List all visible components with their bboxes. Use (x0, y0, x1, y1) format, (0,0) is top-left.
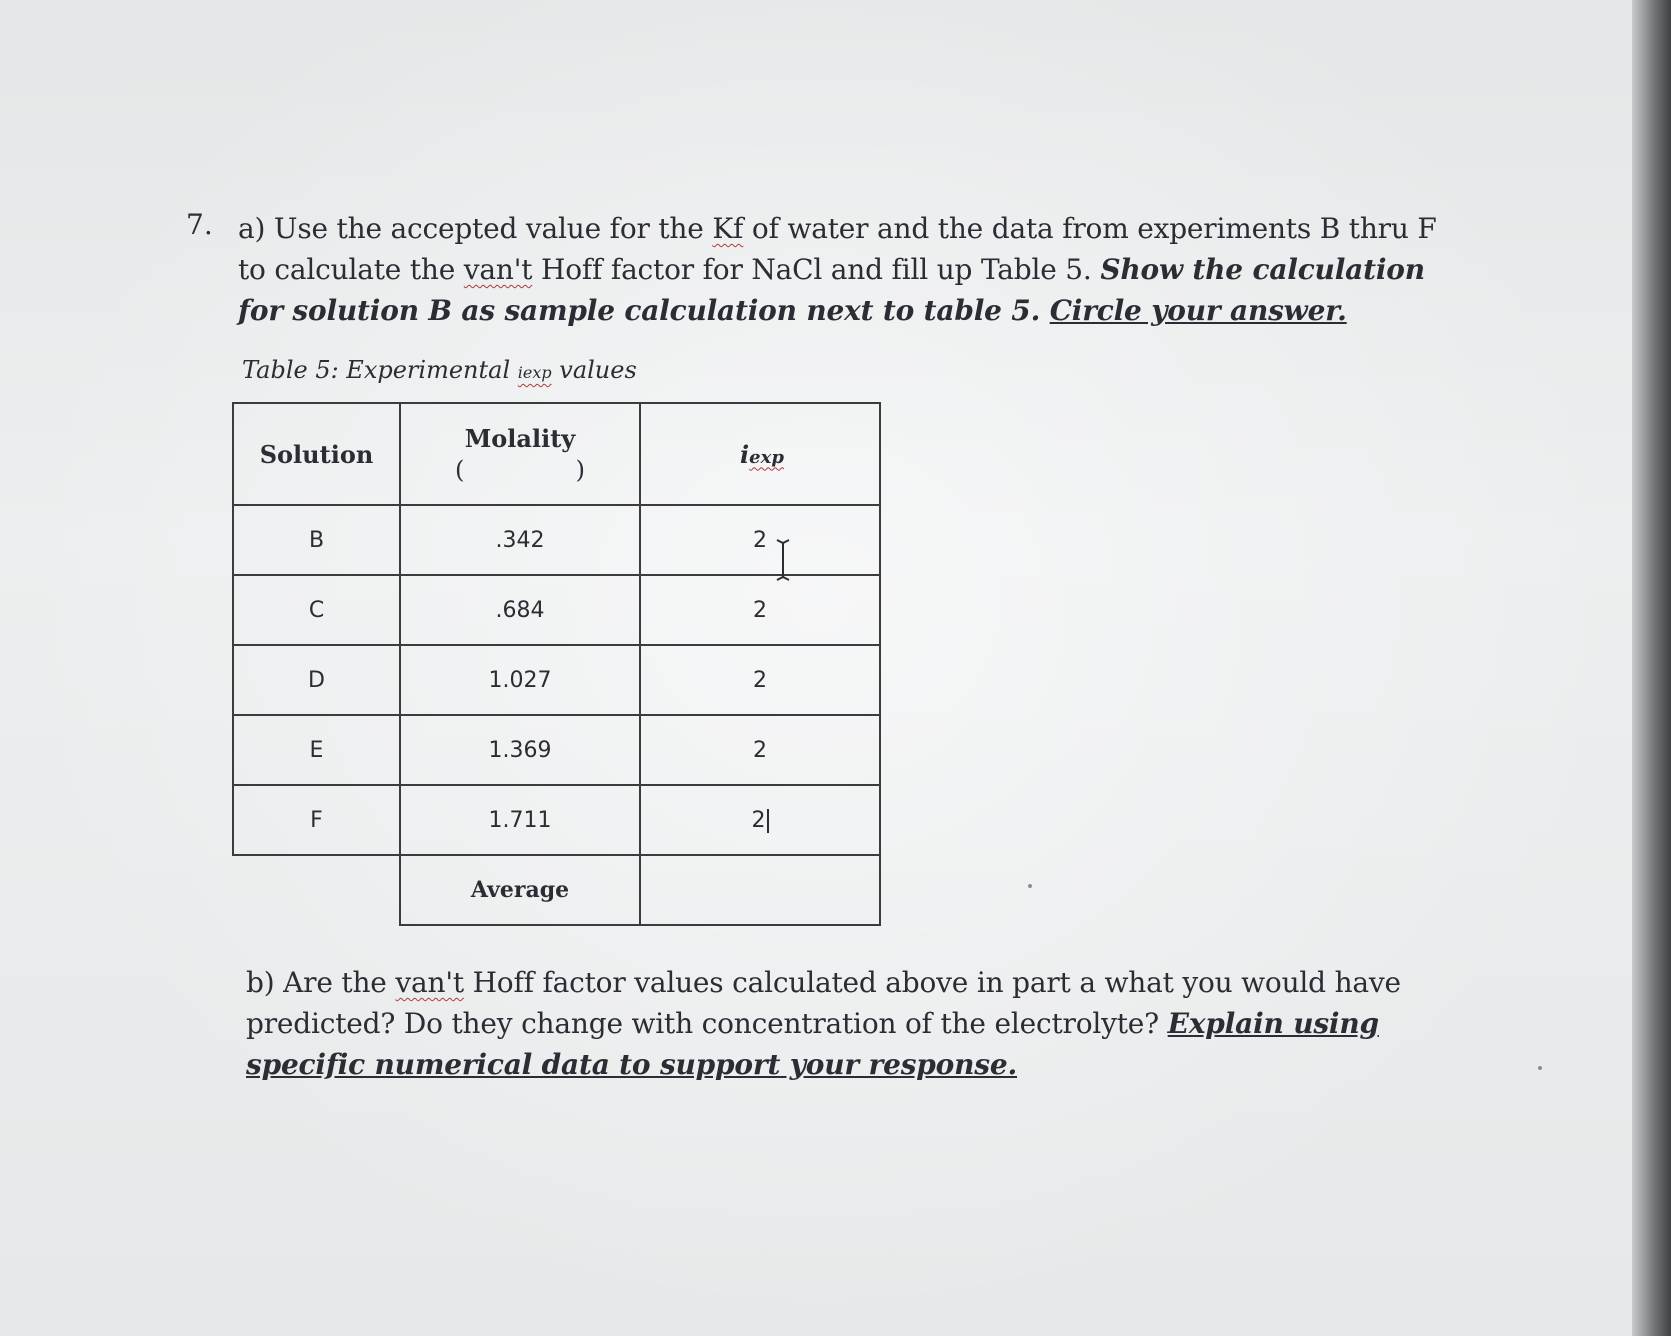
part-b-text-1: b) Are the (246, 966, 396, 999)
cell-solution: B (233, 505, 400, 575)
molality-unit-parens[interactable] (455, 456, 585, 484)
table-caption (242, 356, 637, 384)
molality-label: Molality (464, 424, 576, 453)
cell-molality[interactable]: 1.711 (400, 785, 640, 855)
table-average-row (233, 855, 880, 925)
cell-iexp-value: 2 (751, 807, 766, 833)
speck (1538, 1066, 1542, 1070)
cell-molality[interactable]: 1.369 (400, 715, 640, 785)
vant-term-b: van't (395, 966, 464, 999)
caption-suffix: values (551, 356, 637, 384)
part-a-text (238, 208, 1468, 331)
cell-iexp[interactable] (640, 785, 880, 855)
cell-iexp[interactable]: 2 (640, 715, 880, 785)
part-b-text-2: Hoff factor values calculated above in part a what you would have predicted? Do they change with concentration of the electrolyte? (246, 966, 1401, 1040)
average-label: Average (400, 855, 640, 925)
iexp-sub: exp (749, 446, 784, 468)
cell-iexp[interactable]: 2 (640, 505, 880, 575)
part-a-text-3: Hoff factor for NaCl and fill up Table 5. (532, 253, 1101, 286)
text-caret (767, 809, 769, 833)
ibeam-cursor-icon (773, 538, 793, 582)
average-value-cell[interactable] (640, 855, 880, 925)
question-number: 7. (186, 208, 213, 241)
header-solution: Solution (233, 403, 400, 505)
cell-molality[interactable]: .342 (400, 505, 640, 575)
cell-solution: D (233, 645, 400, 715)
header-iexp (640, 403, 880, 505)
cell-molality[interactable]: 1.027 (400, 645, 640, 715)
iexp-i: i (740, 439, 750, 469)
table-row (233, 785, 880, 855)
caption-iexp: iexp (517, 363, 552, 382)
table-row (233, 575, 880, 645)
kf-term: Kf (712, 212, 744, 245)
cell-molality[interactable]: .684 (400, 575, 640, 645)
table-header-row (233, 403, 880, 505)
cell-iexp[interactable]: 2 (640, 575, 880, 645)
table-row (233, 715, 880, 785)
paren-open: ( (455, 456, 465, 484)
caption-prefix: Table 5: Experimental (242, 356, 518, 384)
cell-solution: E (233, 715, 400, 785)
cell-iexp[interactable]: 2 (640, 645, 880, 715)
vant-term: van't (463, 253, 533, 286)
circle-answer-instruction: Circle your answer. (1049, 294, 1347, 327)
part-a-text-1: a) Use the accepted value for the (238, 212, 713, 245)
part-a-text-2: of water and the data from experiments B thru F to calculate the (238, 212, 1437, 286)
blank-cell (233, 855, 400, 925)
iexp-symbol (740, 440, 784, 469)
paren-close: ) (575, 456, 585, 484)
part-b-instruction: Explain using specific numerical data to support your response. (246, 1007, 1379, 1081)
table-row (233, 645, 880, 715)
header-molality (400, 403, 640, 505)
speck (1028, 884, 1032, 888)
part-b-text (246, 962, 1476, 1085)
data-table (232, 402, 881, 926)
cell-solution: C (233, 575, 400, 645)
part-a-instruction: Show the calculation for solution B as sample calculation next to table 5. (238, 253, 1425, 327)
cell-solution: F (233, 785, 400, 855)
